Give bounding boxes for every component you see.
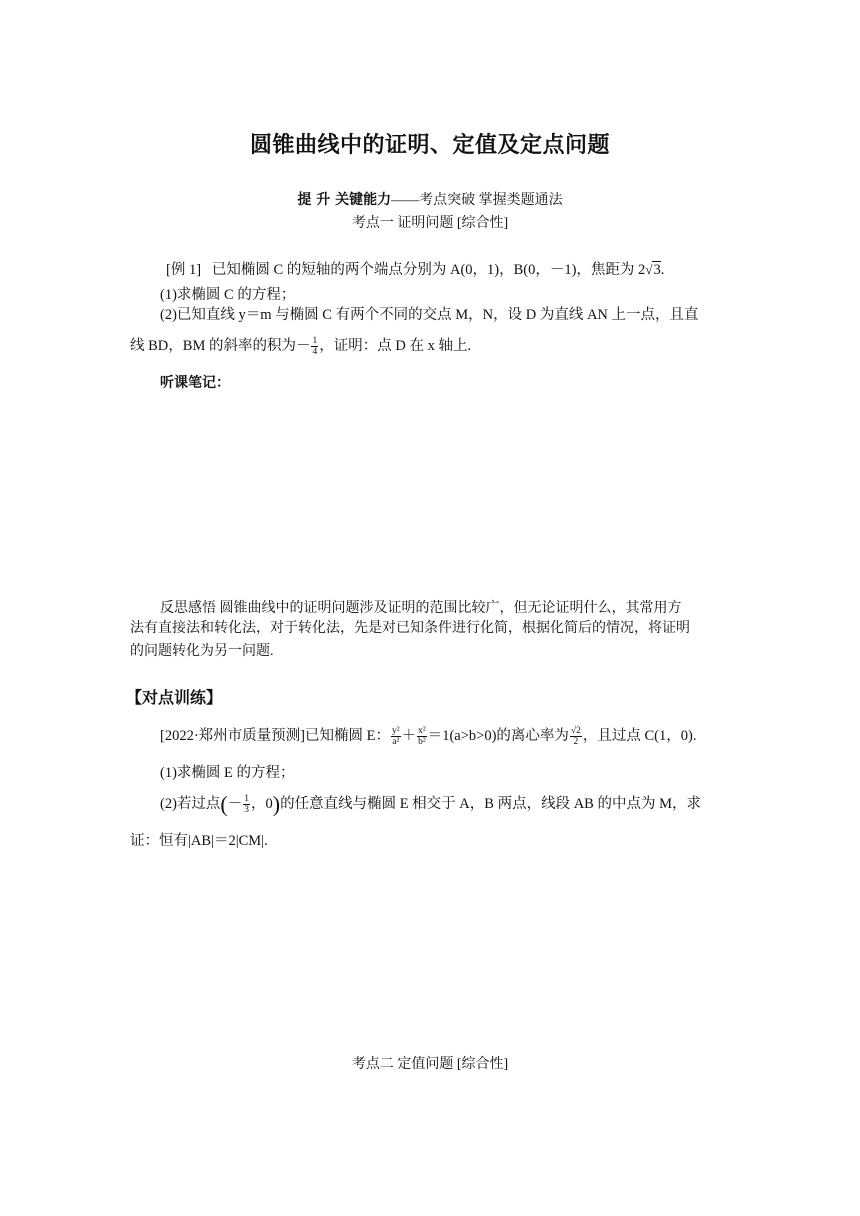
- example-1-line-4-text: 线 BD，BM 的斜率的积为－: [130, 338, 311, 354]
- practice-source: [2022·郑州市质量预测]: [160, 728, 305, 744]
- fraction-x2-b2: $\frac{\text{x²}}{\text{b²}}$: [418, 726, 426, 748]
- topic-1-heading: 考点一 证明问题 [综合性]: [351, 216, 509, 231]
- practice-text-c: ，且过点 C(1，0).: [582, 728, 697, 744]
- example-label: [例 1]: [166, 262, 202, 278]
- section-header-bold: 提 升 关键能力: [297, 192, 392, 208]
- practice-heading: 【对点训练】: [126, 688, 223, 707]
- example-1-line-3: (2)已知直线 y＝m 与椭圆 C 有两个不同的交点 M，N，设 D 为直线 AN 上一点，且直: [160, 307, 699, 323]
- reflection-line-3: 的问题转化为另一问题.: [130, 644, 274, 659]
- practice-text-b: ＝1(a>b>0)的离心率为: [427, 728, 569, 744]
- example-1-line-4: [130, 334, 471, 357]
- minus-sign: －: [227, 796, 243, 812]
- example-1-line-2: (1)求椭圆 C 的方程；: [160, 287, 296, 303]
- right-paren: ): [272, 791, 281, 817]
- left-paren: (: [220, 791, 228, 817]
- notes-label: 听课笔记：: [160, 375, 230, 391]
- section-header: [0, 189, 860, 209]
- fraction-sqrt2-2: $\frac{√2}{2}$: [570, 726, 581, 748]
- practice-line-3: [160, 792, 701, 815]
- point-y: ，0: [251, 796, 273, 812]
- fraction-one-quarter: $\frac{1}{4}$: [312, 336, 318, 358]
- practice-line-3-end: 的任意直线与椭圆 E 相交于 A，B 两点，线段 AB 的中点为 M，求: [280, 796, 701, 812]
- example-1-line-4-end: ，证明：点 D 在 x 轴上.: [319, 338, 472, 354]
- period: .: [660, 262, 665, 278]
- practice-line-3-text: (2)若过点: [160, 796, 221, 812]
- practice-line-4: 证：恒有|AB|＝2|CM|.: [130, 833, 268, 849]
- reflection-line-2: 法有直接法和转化法，对于转化法，先是对已知条件进行化简，根据化简后的情况，将证明: [130, 621, 690, 636]
- page-title: 圆锥曲线中的证明、定值及定点问题: [249, 133, 610, 158]
- practice-line-2: (1)求椭圆 E 的方程；: [160, 765, 295, 781]
- plus-sign: ＋: [401, 728, 417, 744]
- example-1-line-1: [例 1] 已知椭圆 C 的短轴的两个端点分别为 A(0，1)，B(0，－1)，焦距为 2√3.: [166, 262, 665, 278]
- practice-line-1: [160, 724, 696, 747]
- sqrt-value: 3: [653, 262, 661, 278]
- topic-2-heading: 考点二 定值问题 [综合性]: [351, 1057, 509, 1072]
- example-1-text: 已知椭圆 C 的短轴的两个端点分别为 A(0，1)，B(0，－1)，焦距为 2: [211, 262, 646, 278]
- fraction-y2-a2: $\frac{\text{y²}}{\text{a²}}$: [391, 726, 400, 748]
- reflection-line-1: 反思感悟 圆锥曲线中的证明问题涉及证明的范围比较广，但无论证明什么，其常用方: [160, 601, 682, 616]
- section-header-rest: ——考点突破 掌握类题通法: [391, 193, 563, 208]
- practice-text-a: 已知椭圆 E：: [305, 728, 390, 744]
- fraction-one-third: $\frac{1}{3}$: [244, 794, 249, 816]
